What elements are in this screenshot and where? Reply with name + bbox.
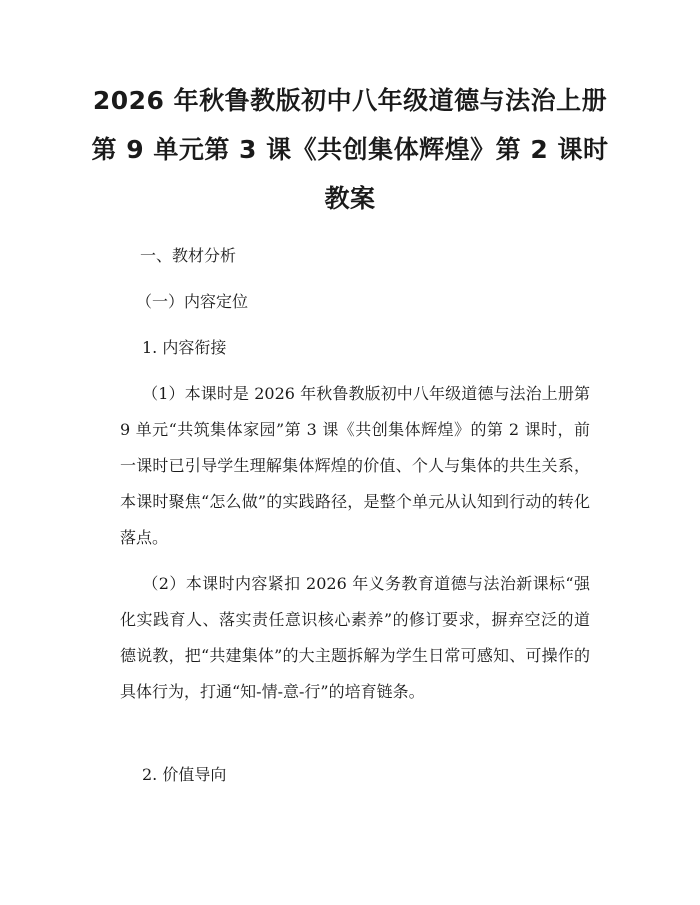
section-heading-textbook-analysis: 一、教材分析 [140,246,237,265]
item-heading-value-orientation: 2. 价值导向 [142,765,227,784]
paragraph-1 [120,376,590,556]
subsection-heading-content-positioning: （一）内容定位 [136,292,249,311]
paragraph-2-text: （2）本课时内容紧扣 2026 年义务教育道德与法治新课标“强化实践育人、落实责任意识核心素养”的修订要求，摒弃空泛的道德说教，把“共建集体”的大主题拆解为学生日常可感知、可操作的具体行为，打通“知-情-意-行”的培育链条。 [120,574,590,701]
document-title-line-3: 教案 [324,184,376,213]
document-title-line-1: 2026 年秋鲁教版初中八年级道德与法治上册 [92,86,608,115]
document-title-line-2: 第 9 单元第 3 课《共创集体辉煌》第 2 课时 [91,135,609,164]
item-heading-content-connection: 1. 内容衔接 [142,338,227,357]
paragraph-1-text: （1）本课时是 2026 年秋鲁教版初中八年级道德与法治上册第 9 单元“共筑集体家园”第 3 课《共创集体辉煌》的第 2 课时，前一课时已引导学生理解集体辉煌的价值、个人与集体的共生关系，本课时聚焦“怎么做”的实践路径，是整个单元从认知到行动的转化落点。 [120,384,590,547]
paragraph-2 [120,566,590,710]
